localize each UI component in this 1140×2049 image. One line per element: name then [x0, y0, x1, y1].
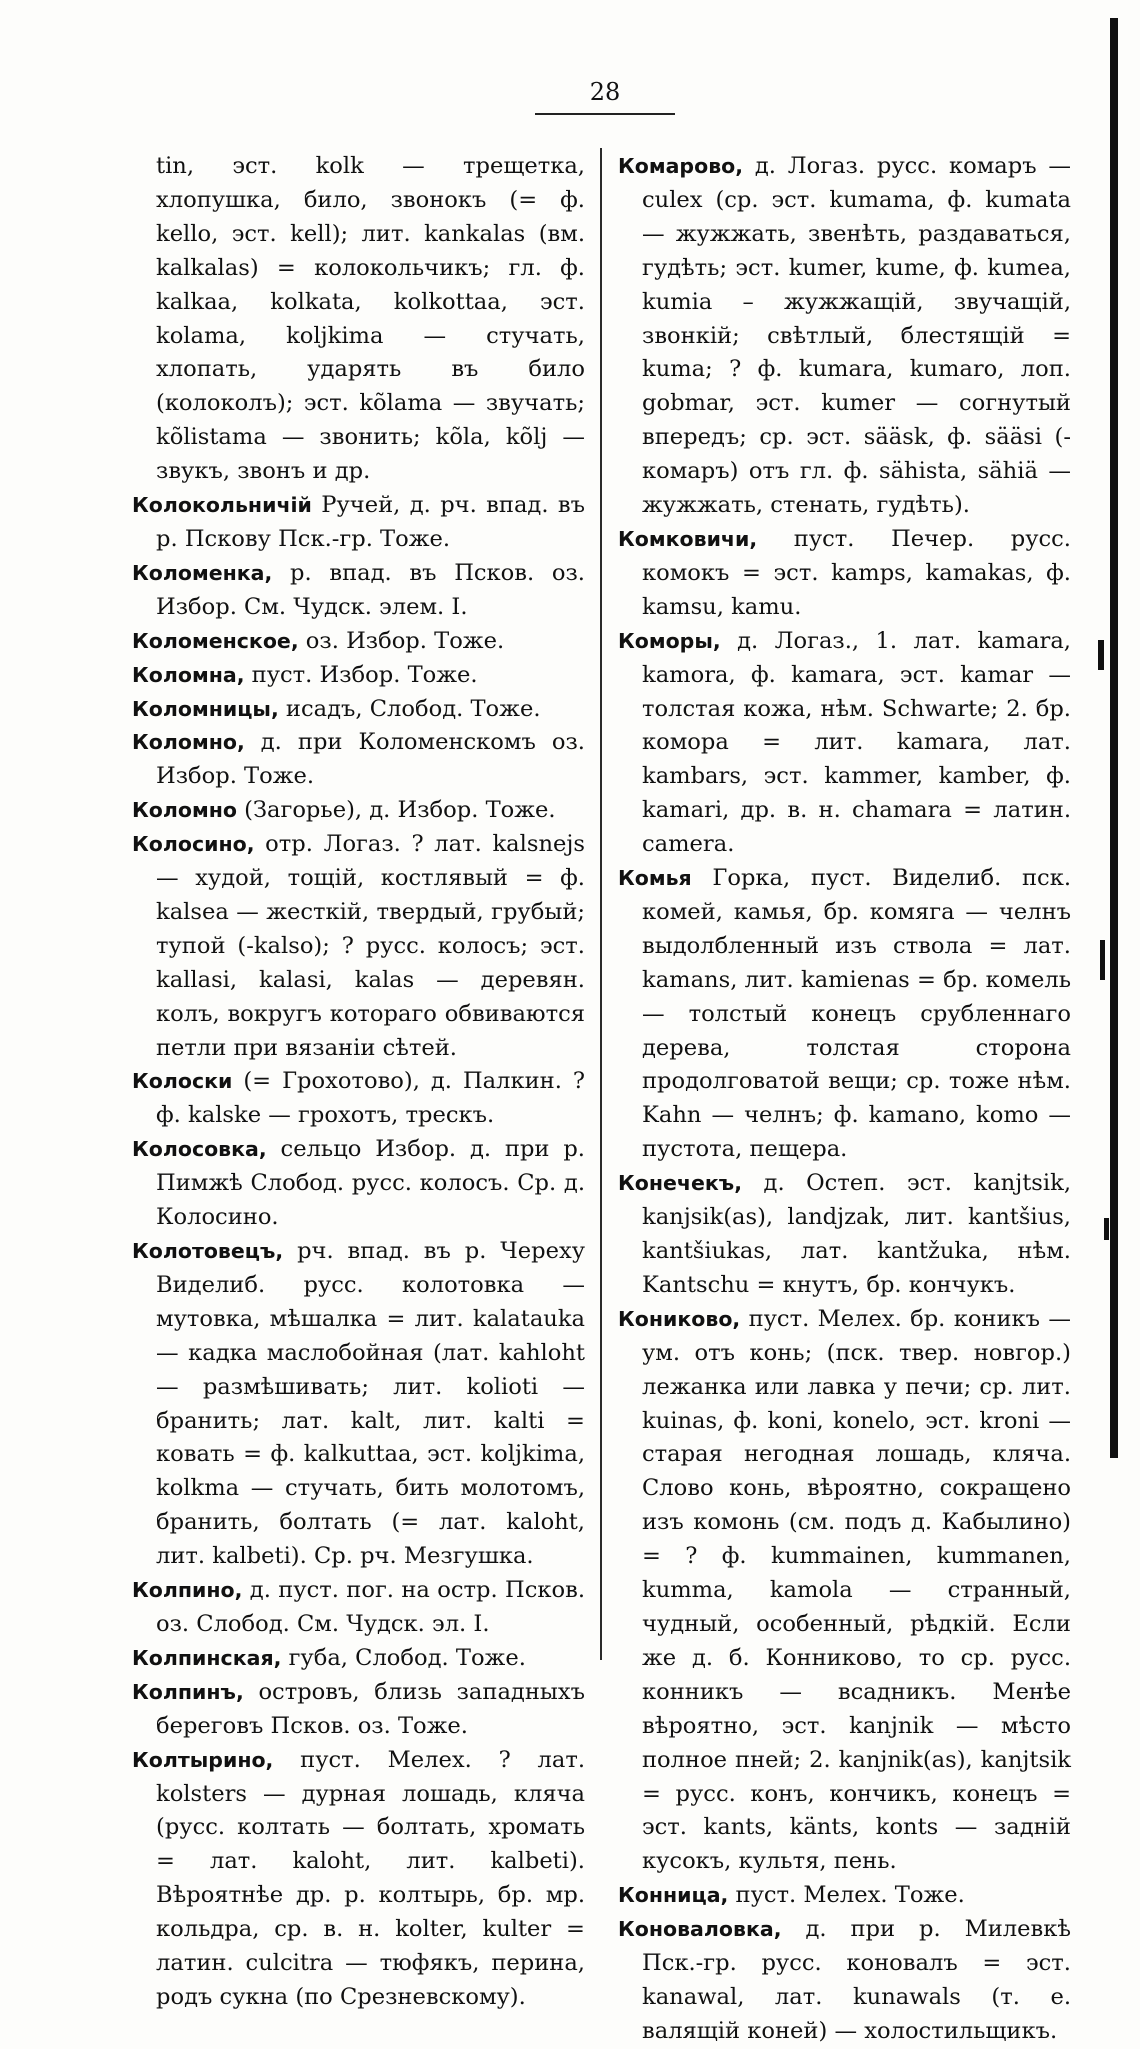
- dictionary-entry: [132, 1744, 585, 2015]
- entry-body: д. при Коломенскомъ оз. Избор. Тоже.: [156, 729, 585, 790]
- dictionary-entry: [132, 659, 585, 693]
- entry-headword: Колосино,: [132, 832, 255, 857]
- column-divider: [600, 148, 602, 1660]
- dictionary-entry: [618, 523, 1071, 625]
- entry-body: д. Остеп. эст. kanjtsik, kanjsik(as), landjzak, лит. kantšius, kantšiukas, лат. kantžuka, нѣм. Kantschu = кнутъ, бр. кончукъ.: [642, 1170, 1071, 1298]
- entry-body: tin, эст. kolk — трещетка, хлопушка, било, звонокъ (= ф. kello, эст. kell); лит. kankalas (вм. kalkalas) = колокольчикъ; гл. ф. kalkaa, kolkata, kolkottaa, эст. kolama, koljkima — стучать, хлопать, ударять въ било (колоколъ); эст. kõlama — звучать; kõlistama — звонить; kõla, kõlj — звукъ, звонъ и др.: [156, 153, 585, 485]
- dictionary-entry: [132, 1235, 585, 1574]
- entry-body: оз. Избор. Тоже.: [298, 627, 505, 654]
- left-column: [132, 150, 585, 2015]
- entry-body: р. впад. въ Псков. оз. Избор. См. Чудск. элем. I.: [156, 559, 585, 620]
- entry-headword: Колотовецъ,: [132, 1239, 284, 1263]
- entry-headword: Колокольничій: [132, 493, 312, 518]
- dictionary-entry: [618, 1913, 1071, 2049]
- edge-mark: [1100, 940, 1105, 980]
- dictionary-entry: [618, 1879, 1071, 1913]
- entry-body: пуст. Мелех. ? лат. kolsters — дурная лошадь, кляча (русс. колтать — болтать, хромать = лат. kaloht, лит. kalbeti). Вѣроятнѣе др. р. колтырь, бр. мр. кольдра, ср. в. н. kolter, kulter = латин. culcitra — тюфякъ, перина, родъ сукна (по Срезневскому).: [156, 1746, 585, 2010]
- entry-body: губа, Слобод. Тоже.: [281, 1644, 526, 1671]
- entry-headword: Коломенское,: [132, 628, 299, 653]
- entry-body: д. пуст. пог. на остр. Псков. оз. Слобод. См. Чудск. эл. I.: [156, 1577, 585, 1637]
- entry-headword: Коломницы,: [132, 696, 279, 721]
- entry-body: Горка, пуст. Виделиб. пск. комей, камья, бр. комяга — челнъ выдолбленный изъ ствола = лат. kamans, лит. kamienas = бр. комель — толстый конецъ срубленнаго дерева, толстая сторона продолговатой вещи; ср. тоже нѣм. Kahn — челнъ; ф. kamano, komo — пустота, пещера.: [642, 865, 1071, 1163]
- dictionary-entry: [618, 1303, 1071, 1879]
- entry-body: рч. впад. въ р. Череху Виделиб. русс. колотовка — мутовка, мѣшалка = лит. kalatauka — кадка маслобойная (лат. kahloht — размѣшивать; лит. kolioti — бранить; лат. kalt, лит. kalti = ковать = ф. kalkuttaa, эст. koljkima, kolkma — стучать, бить молотомъ, бранить, болтать (= лат. kaloht, лит. kalbeti). Ср. рч. Мезгушка.: [156, 1238, 585, 1570]
- entry-body: островъ, близь западныхъ береговъ Псков. оз. Тоже.: [156, 1678, 585, 1739]
- entry-headword: Колпино,: [132, 1578, 243, 1603]
- edge-mark: [1104, 1218, 1109, 1240]
- edge-mark: [1098, 640, 1104, 670]
- entry-headword: Конница,: [618, 1883, 729, 1908]
- page-edge-shadow: [1110, 18, 1118, 1458]
- entry-body: пуст. Мелех. бр. коникъ — ум. отъ конь; (пск. твер. новгор.) лежанка или лавка у печи; ср. лит. kuinas, ф. koni, konelo, эст. kroni — старая негодная лошадь, кляча. Слово конь, вѣроятно, сокращено изъ комонь (см. подъ д. Кабылино) = ? ф. kummainen, kummanen, kumma, kamola — странный, чудный, особенный, рѣдкій. Если же д. б. Конниково, то ср. русс. конникъ — всадникъ. Менѣе вѣроятно, эст. kanjnik — мѣсто полное пней; 2. kanjnik(as), kanjtsik = русс. конъ, кончикъ, конецъ = эст. kants, känts, konts — задній кусокъ, культя, пень.: [642, 1305, 1071, 1875]
- dictionary-entry: [132, 1574, 585, 1642]
- entry-body: пуст. Печер. русс. комокъ = эст. kamps, kamakas, ф. kamsu, kamu.: [642, 525, 1071, 620]
- entry-body: отр. Логаз. ? лат. kalsnejs — худой, тощій, костлявый = ф. kalsea — жесткій, твердый, грубый; тупой (-kalso); ? русс. колосъ; эст. kallasi, kalasi, kalas — деревян. колъ, вокругъ котораго обвиваются петли при вязаніи сѣтей.: [156, 831, 585, 1061]
- entry-body: д. Логаз., 1. лат. kamara, kamora, ф. kamara, эст. kamar — толстая кожа, нѣм. Schwarte; 2. бр. комора = лит. kamara, лат. kambars, эст. kammer, kamber, ф. kamari, др. в. н. chamara = латин. camera.: [642, 627, 1071, 858]
- dictionary-entry: [132, 1065, 585, 1133]
- dictionary-entry: [132, 557, 585, 625]
- entry-body: Ручей, д. рч. впад. въ р. Пскову Пск.-гр. Тоже.: [156, 492, 585, 552]
- right-column: [618, 150, 1071, 2049]
- entry-body: пуст. Избор. Тоже.: [244, 661, 478, 688]
- entry-headword: Конечекъ,: [618, 1171, 742, 1196]
- entry-headword: Коноваловка,: [618, 1917, 782, 1942]
- entry-headword: Кониково,: [618, 1306, 741, 1331]
- dictionary-entry: [132, 489, 585, 557]
- dictionary-entry: [132, 693, 585, 727]
- entry-headword: Колосовка,: [132, 1137, 267, 1162]
- dictionary-entry: [618, 862, 1071, 1167]
- entry-headword: Коморы,: [618, 628, 721, 653]
- entry-headword: Колпинъ,: [132, 1679, 244, 1704]
- entry-headword: Колоски: [132, 1069, 233, 1094]
- entry-headword: Колтырино,: [132, 1747, 274, 1772]
- entry-headword: Коломенка,: [132, 560, 273, 585]
- entry-body: (Загорье), д. Избор. Тоже.: [236, 797, 556, 824]
- dictionary-entry: [132, 726, 585, 794]
- dictionary-entry: [132, 625, 585, 659]
- entry-body: д. при р. Милевкѣ Пск.-гр. русс. коновалъ = эст. kanawal, лат. kunawals (т. е. валящій коней) — холостильщикъ.: [642, 1916, 1071, 2044]
- dictionary-entry: [132, 1642, 585, 1676]
- dictionary-entry: [132, 1676, 585, 1744]
- dictionary-entry: [618, 150, 1071, 523]
- entry-body: д. Логаз. русс. комаръ — culex (ср. эст. kumama, ф. kumata — жужжать, звенѣть, раздаваться, гудѣть; эст. kumer, kume, ф. kumea, kumia – жужжащій, звучащій, звонкій; свѣтлый, блестящій = kuma; ? ф. kumara, kumaro, лоп. gobmar, эст. kumer — согнутый впередъ; ср. эст. sääsk, ф. sääsi (-комаръ) отъ гл. ф. sähista, sähiä — жужжать, стенать, гудѣть).: [642, 153, 1071, 519]
- entry-body: (= Грохотово), д. Палкин. ? ф. kalske — грохотъ, трескъ.: [156, 1068, 585, 1129]
- entry-headword: Коломно: [132, 798, 237, 823]
- entry-headword: Коломна,: [132, 662, 245, 687]
- entry-body: исадъ, Слобод. Тоже.: [278, 695, 541, 722]
- dictionary-entry: [618, 625, 1071, 862]
- dictionary-entry: [132, 150, 585, 489]
- entry-headword: Комковичи,: [618, 526, 758, 551]
- entry-headword: Колпинская,: [132, 1645, 282, 1670]
- entry-body: пуст. Мелех. Тоже.: [728, 1882, 965, 1909]
- entry-headword: Комья: [618, 866, 692, 891]
- entry-headword: Коломно,: [132, 730, 245, 755]
- dictionary-entry: [132, 1133, 585, 1235]
- entry-body: сельцо Избор. д. при р. Пимжѣ Слобод. русс. колосъ. Ср. д. Колосино.: [156, 1136, 585, 1231]
- entry-headword: Комарово,: [618, 154, 744, 178]
- dictionary-entry: [132, 794, 585, 828]
- page-number: 28: [589, 78, 621, 106]
- dictionary-entry: [618, 1167, 1071, 1303]
- header-rule: [535, 113, 675, 115]
- dictionary-entry: [132, 828, 585, 1065]
